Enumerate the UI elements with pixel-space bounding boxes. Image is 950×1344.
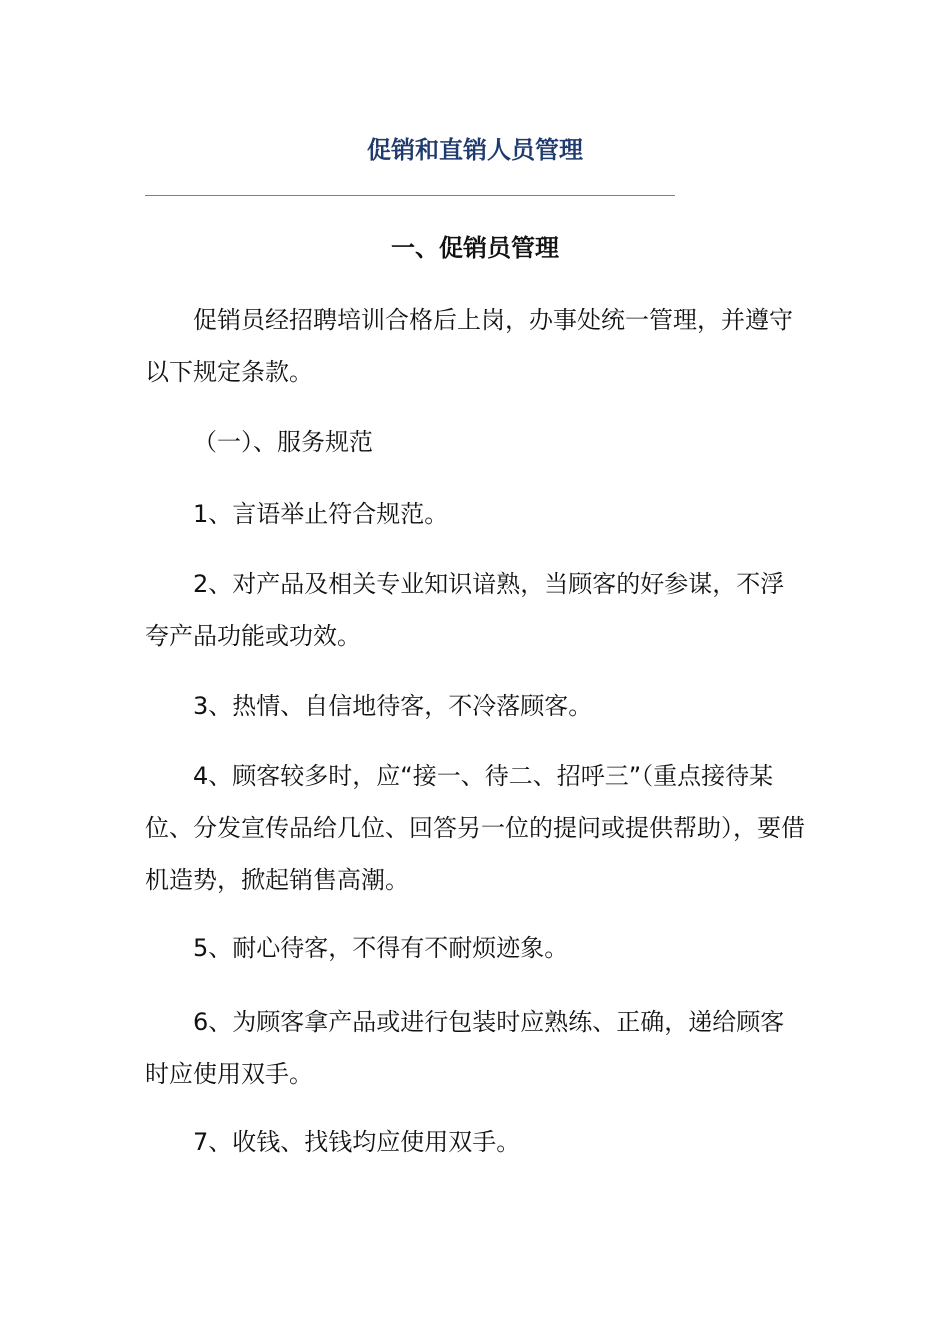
section-heading: 一、促销员管理 xyxy=(391,234,559,262)
document-title: 促销和直销人员管理 xyxy=(367,136,583,164)
subsection-heading: （一）、服务规范 xyxy=(193,428,373,456)
list-item: 7、收钱、找钱均应使用双手。 xyxy=(193,1128,521,1156)
intro-paragraph: 促销员经招聘培训合格后上岗，办事处统一管理，并遵守以下规定条款。 xyxy=(145,306,793,386)
list-item: 4、顾客较多时，应“接一、待二、招呼三”（重点接待某位、分发宣传品给几位、回答另一位的提问或提供帮助），要借机造势，掀起销售高潮。 xyxy=(145,762,805,894)
list-item: 1、言语举止符合规范。 xyxy=(193,500,449,528)
list-item: 6、为顾客拿产品或进行包装时应熟练、正确，递给顾客时应使用双手。 xyxy=(145,1008,785,1088)
list-item: 2、对产品及相关专业知识谙熟，当顾客的好参谋，不浮夸产品功能或功效。 xyxy=(145,570,785,650)
list-item: 3、热情、自信地待客，不冷落顾客。 xyxy=(193,692,593,720)
list-item: 5、耐心待客，不得有不耐烦迹象。 xyxy=(193,934,569,962)
title-divider xyxy=(145,195,675,196)
